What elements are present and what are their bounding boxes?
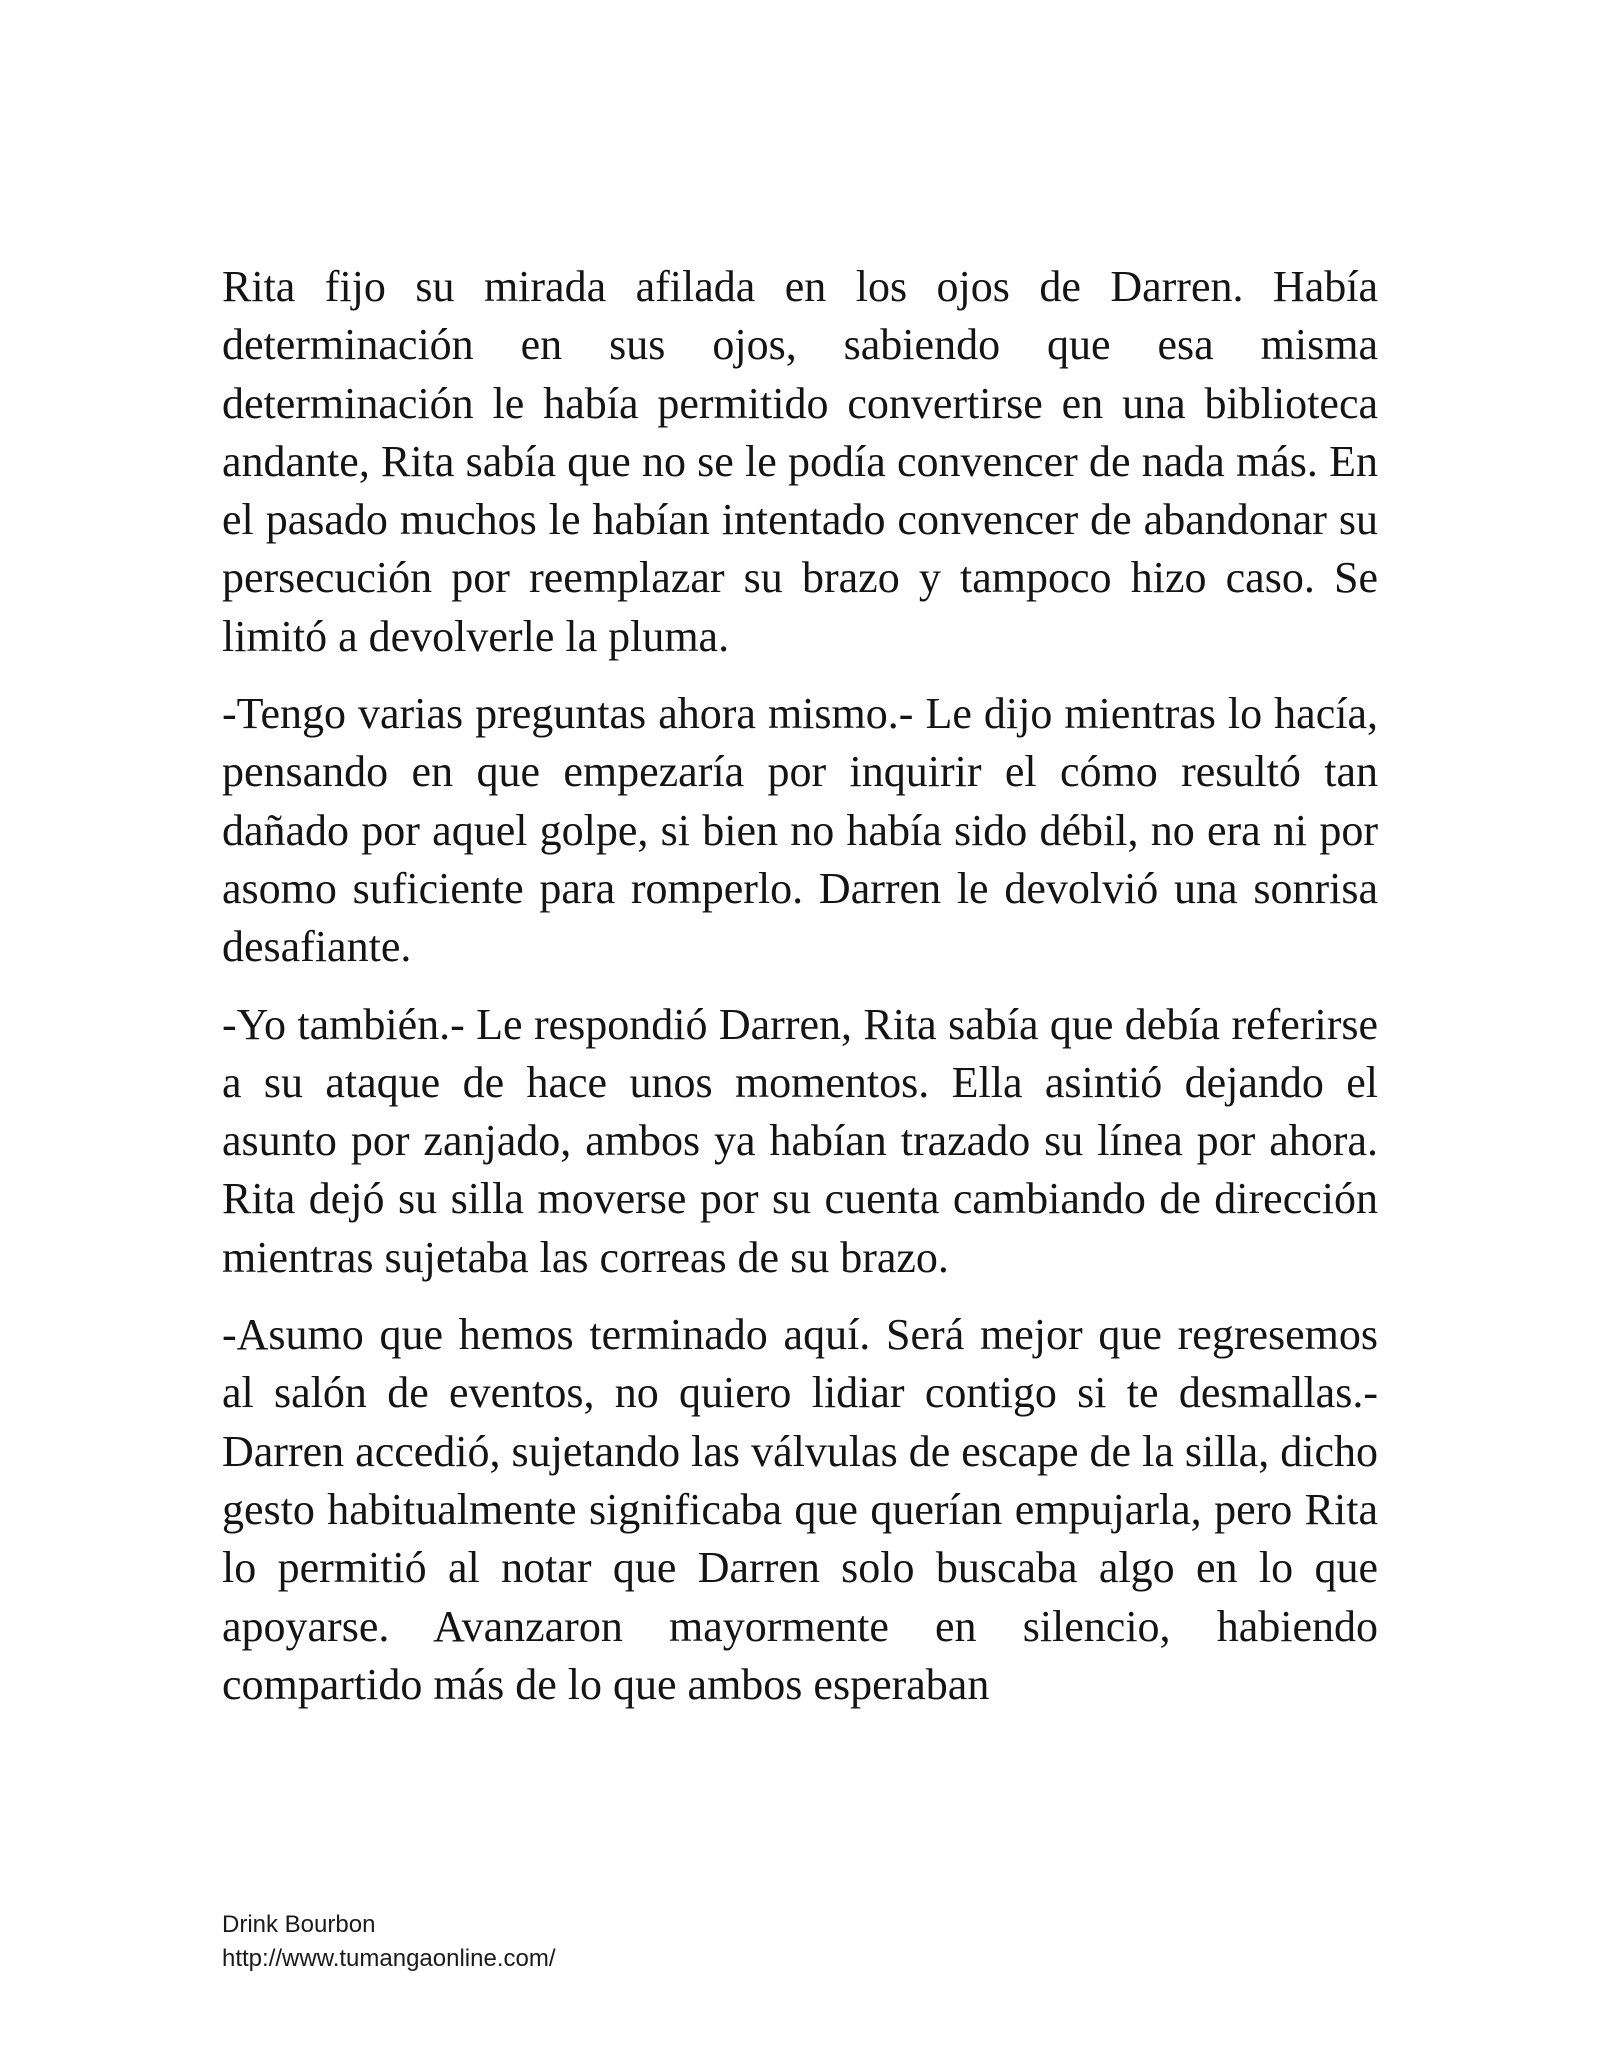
paragraph-1: Rita fijo su mirada afilada en los ojos de Darren. Había determinación en sus ojos, sabiendo que esa misma determinación le había permitido convertirse en una biblioteca andante, Rita sabía que no se le podía convencer de nada más. En el pasado muchos le habían intentado convencer de abandonar su persecución por reemplazar su brazo y tampoco hizo caso. Se limitó a devolverle la pluma. [222,262,1378,661]
paragraph-4: -Asumo que hemos terminado aquí. Será mejor que regresemos al salón de eventos, no quiero lidiar contigo si te desmallas.-Darren accedió, sujetando las válvulas de escape de la silla, dicho gesto habitualmente significaba que querían empujarla, pero Rita lo permitió al notar que Darren solo buscaba algo en lo que apoyarse. Avanzaron mayormente en silencio, habiendo compartido más de lo que ambos esperaban [222,1310,1378,1709]
paragraph-3: -Yo también.- Le respondió Darren, Rita sabía que debía referirse a su ataque de hace unos momentos. Ella asintió dejando el asunto por zanjado, ambos ya habían trazado su línea por ahora. Rita dejó su silla moverse por su cuenta cambiando de dirección mientras sujetaba las correas de su brazo. [222,999,1378,1282]
footer-title: Drink Bourbon [222,1911,376,1938]
paragraph-2: -Tengo varias preguntas ahora mismo.- Le dijo mientras lo hacía, pensando en que empezaría por inquirir el cómo resultó tan dañado por aquel golpe, si bien no había sido débil, no era ni por asomo suficiente para romperlo. Darren le devolvió una sonrisa desafiante. [222,689,1378,972]
footer-url: http://www.tumangaonline.com/ [222,1945,556,1972]
page-footer [222,1908,556,1976]
story-text [222,258,1378,1733]
